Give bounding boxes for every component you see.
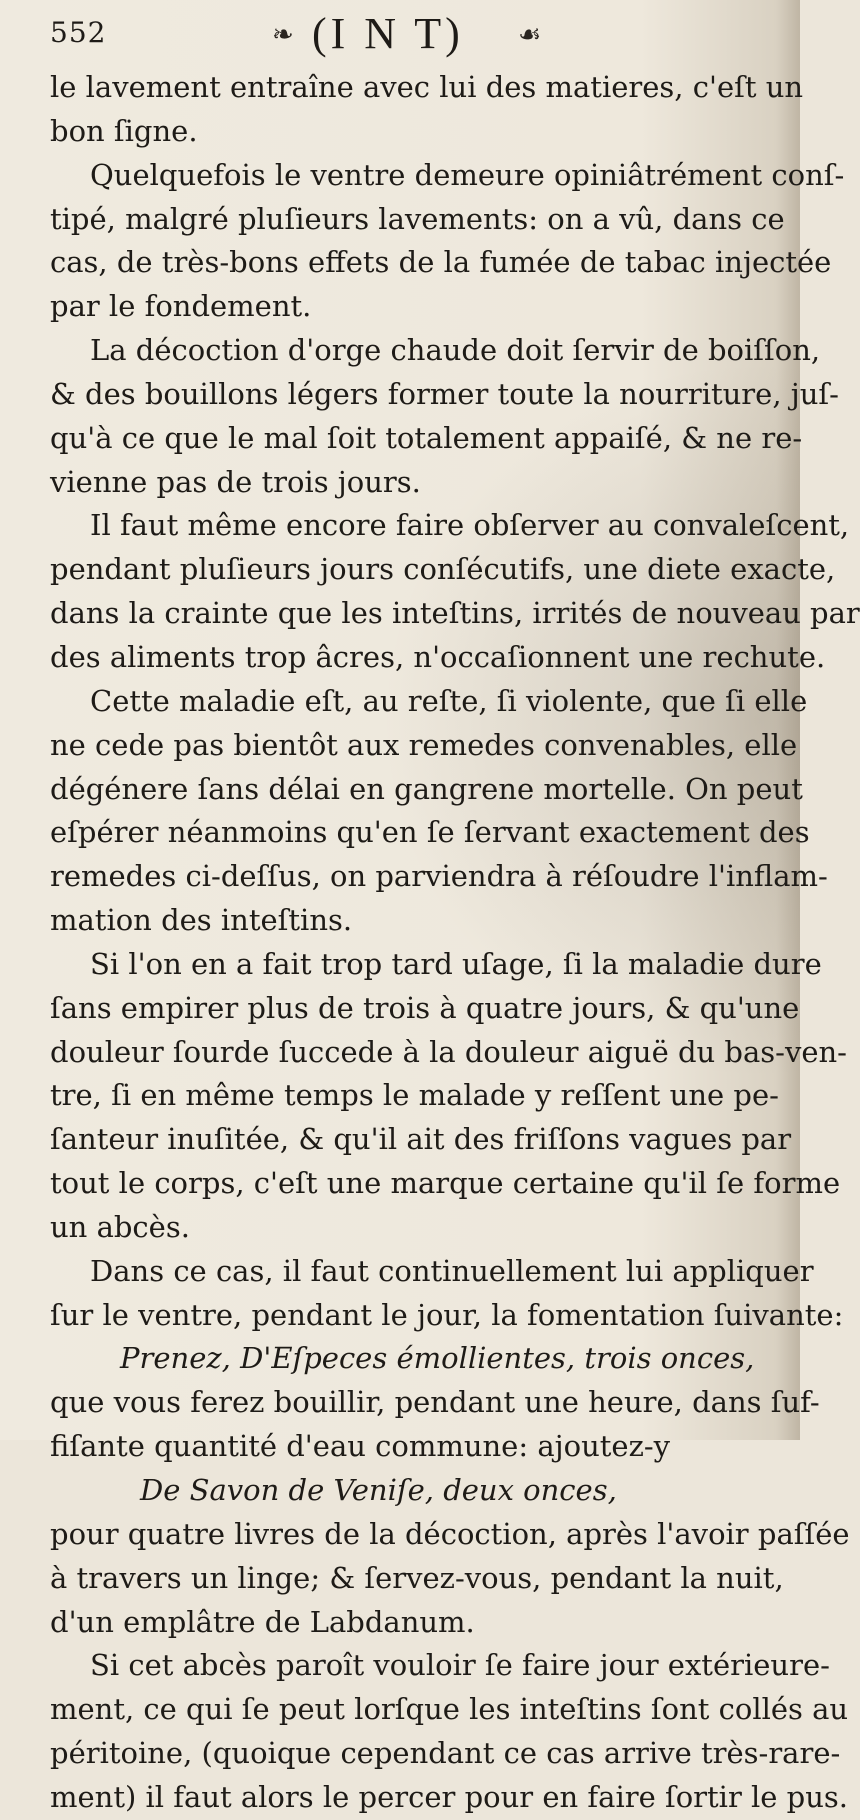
text-line: d'un emplâtre de Labdanum. (50, 1604, 475, 1639)
recipe-line: De Savon de Veniſe, deux onces, (140, 1473, 617, 1507)
paragraph-start-line: Si cet abcès paroît vouloir ſe faire jour extérieure- (90, 1648, 830, 1683)
text-line: par le fondement. (50, 289, 312, 324)
text-line: mation des inteſtins. (50, 903, 353, 938)
paragraph-start-line: Dans ce cas, il faut continuellement lui appliquer (90, 1253, 814, 1288)
text-line: ment, ce qui ſe peut lorſque les inteſtins ſont collés au (50, 1692, 849, 1727)
paragraph-start-line: Il faut même encore faire obſerver au convaleſcent, (90, 508, 850, 543)
text-body (50, 66, 860, 1820)
running-head: (I N T) (312, 9, 464, 58)
text-line: tipé, malgré pluſieurs lavements: on a vû, dans ce (50, 201, 785, 236)
text-line: dans la crainte que les inteſtins, irrités de nouveau par (50, 596, 860, 631)
ornament-left-icon: ❧ (272, 20, 294, 50)
text-line: pendant pluſieurs jours conſécutifs, une diete exacte, (50, 552, 836, 587)
text-line: péritoine, (quoique cependant ce cas arrive très-rare- (50, 1736, 841, 1771)
text-line: dégénere ſans délai en gangrene mortelle. On peut (50, 771, 803, 806)
text-line: le lavement entraîne avec lui des matieres, c'eſt un (50, 70, 804, 104)
text-line: bon ſigne. (50, 113, 198, 148)
text-line: qu'à ce que le mal ſoit totalement appaiſé, & ne re- (50, 420, 803, 455)
text-line: cas, de très-bons effets de la fumée de tabac injectée (50, 245, 832, 280)
text-line: tre, ſi en même temps le malade y reſſent une pe- (50, 1078, 779, 1113)
text-line: ne cede pas bientôt aux remedes convenables, elle (50, 727, 798, 762)
text-line: tout le corps, c'eſt une marque certaine qu'il ſe forme (50, 1166, 841, 1201)
text-line: remedes ci-deſſus, on parviendra à réſoudre l'inflam- (50, 859, 828, 894)
text-line: douleur ſourde ſuccede à la douleur aiguë du bas-ven- (50, 1034, 847, 1069)
text-line: eſpérer néanmoins qu'en ſe ſervant exactement des (50, 815, 810, 850)
text-line: & des bouillons légers former toute la nourriture, juſ- (50, 376, 839, 411)
text-line: pour quatre livres de la décoction, après l'avoir paſſée (50, 1516, 850, 1551)
page-header (50, 6, 750, 56)
paragraph-start-line: Cette maladie eſt, au reſte, ſi violente, que ſi elle (90, 683, 808, 718)
text-line: des aliments trop âcres, n'occaſionnent une rechute. (50, 639, 826, 674)
recipe-line: Prenez, D'Eſpeces émollientes, trois onces, (120, 1341, 755, 1376)
text-line: vienne pas de trois jours. (50, 464, 421, 499)
text-line: ment) il faut alors le percer pour en faire ſortir le pus. (50, 1779, 849, 1814)
paragraph-start-line: La décoction d'orge chaude doit ſervir de boiſſon, (90, 333, 821, 368)
text-line: à travers un linge; & ſervez-vous, pendant la nuit, (50, 1560, 784, 1595)
text-line: ſur le ventre, pendant le jour, la fomentation ſuivante: (50, 1297, 844, 1332)
paragraph-start-line: Si l'on en a fait trop tard uſage, ſi la maladie dure (90, 946, 822, 981)
paragraph-start-line: Quelquefois le ventre demeure opiniâtrément conſ- (90, 157, 845, 192)
text-line: ſans empirer plus de trois à quatre jours, & qu'une (50, 990, 800, 1025)
text-line: que vous ferez bouillir, pendant une heure, dans ſuf- (50, 1385, 820, 1420)
page-number: 552 (50, 16, 107, 49)
text-line: ſanteur inuſitée, & qu'il ait des friſſons vagues par (50, 1122, 792, 1157)
text-line: fiſante quantité d'eau commune: ajoutez-y (50, 1429, 671, 1464)
ornament-right-icon: ☙ (518, 20, 542, 50)
text-line: un abcès. (50, 1209, 190, 1244)
